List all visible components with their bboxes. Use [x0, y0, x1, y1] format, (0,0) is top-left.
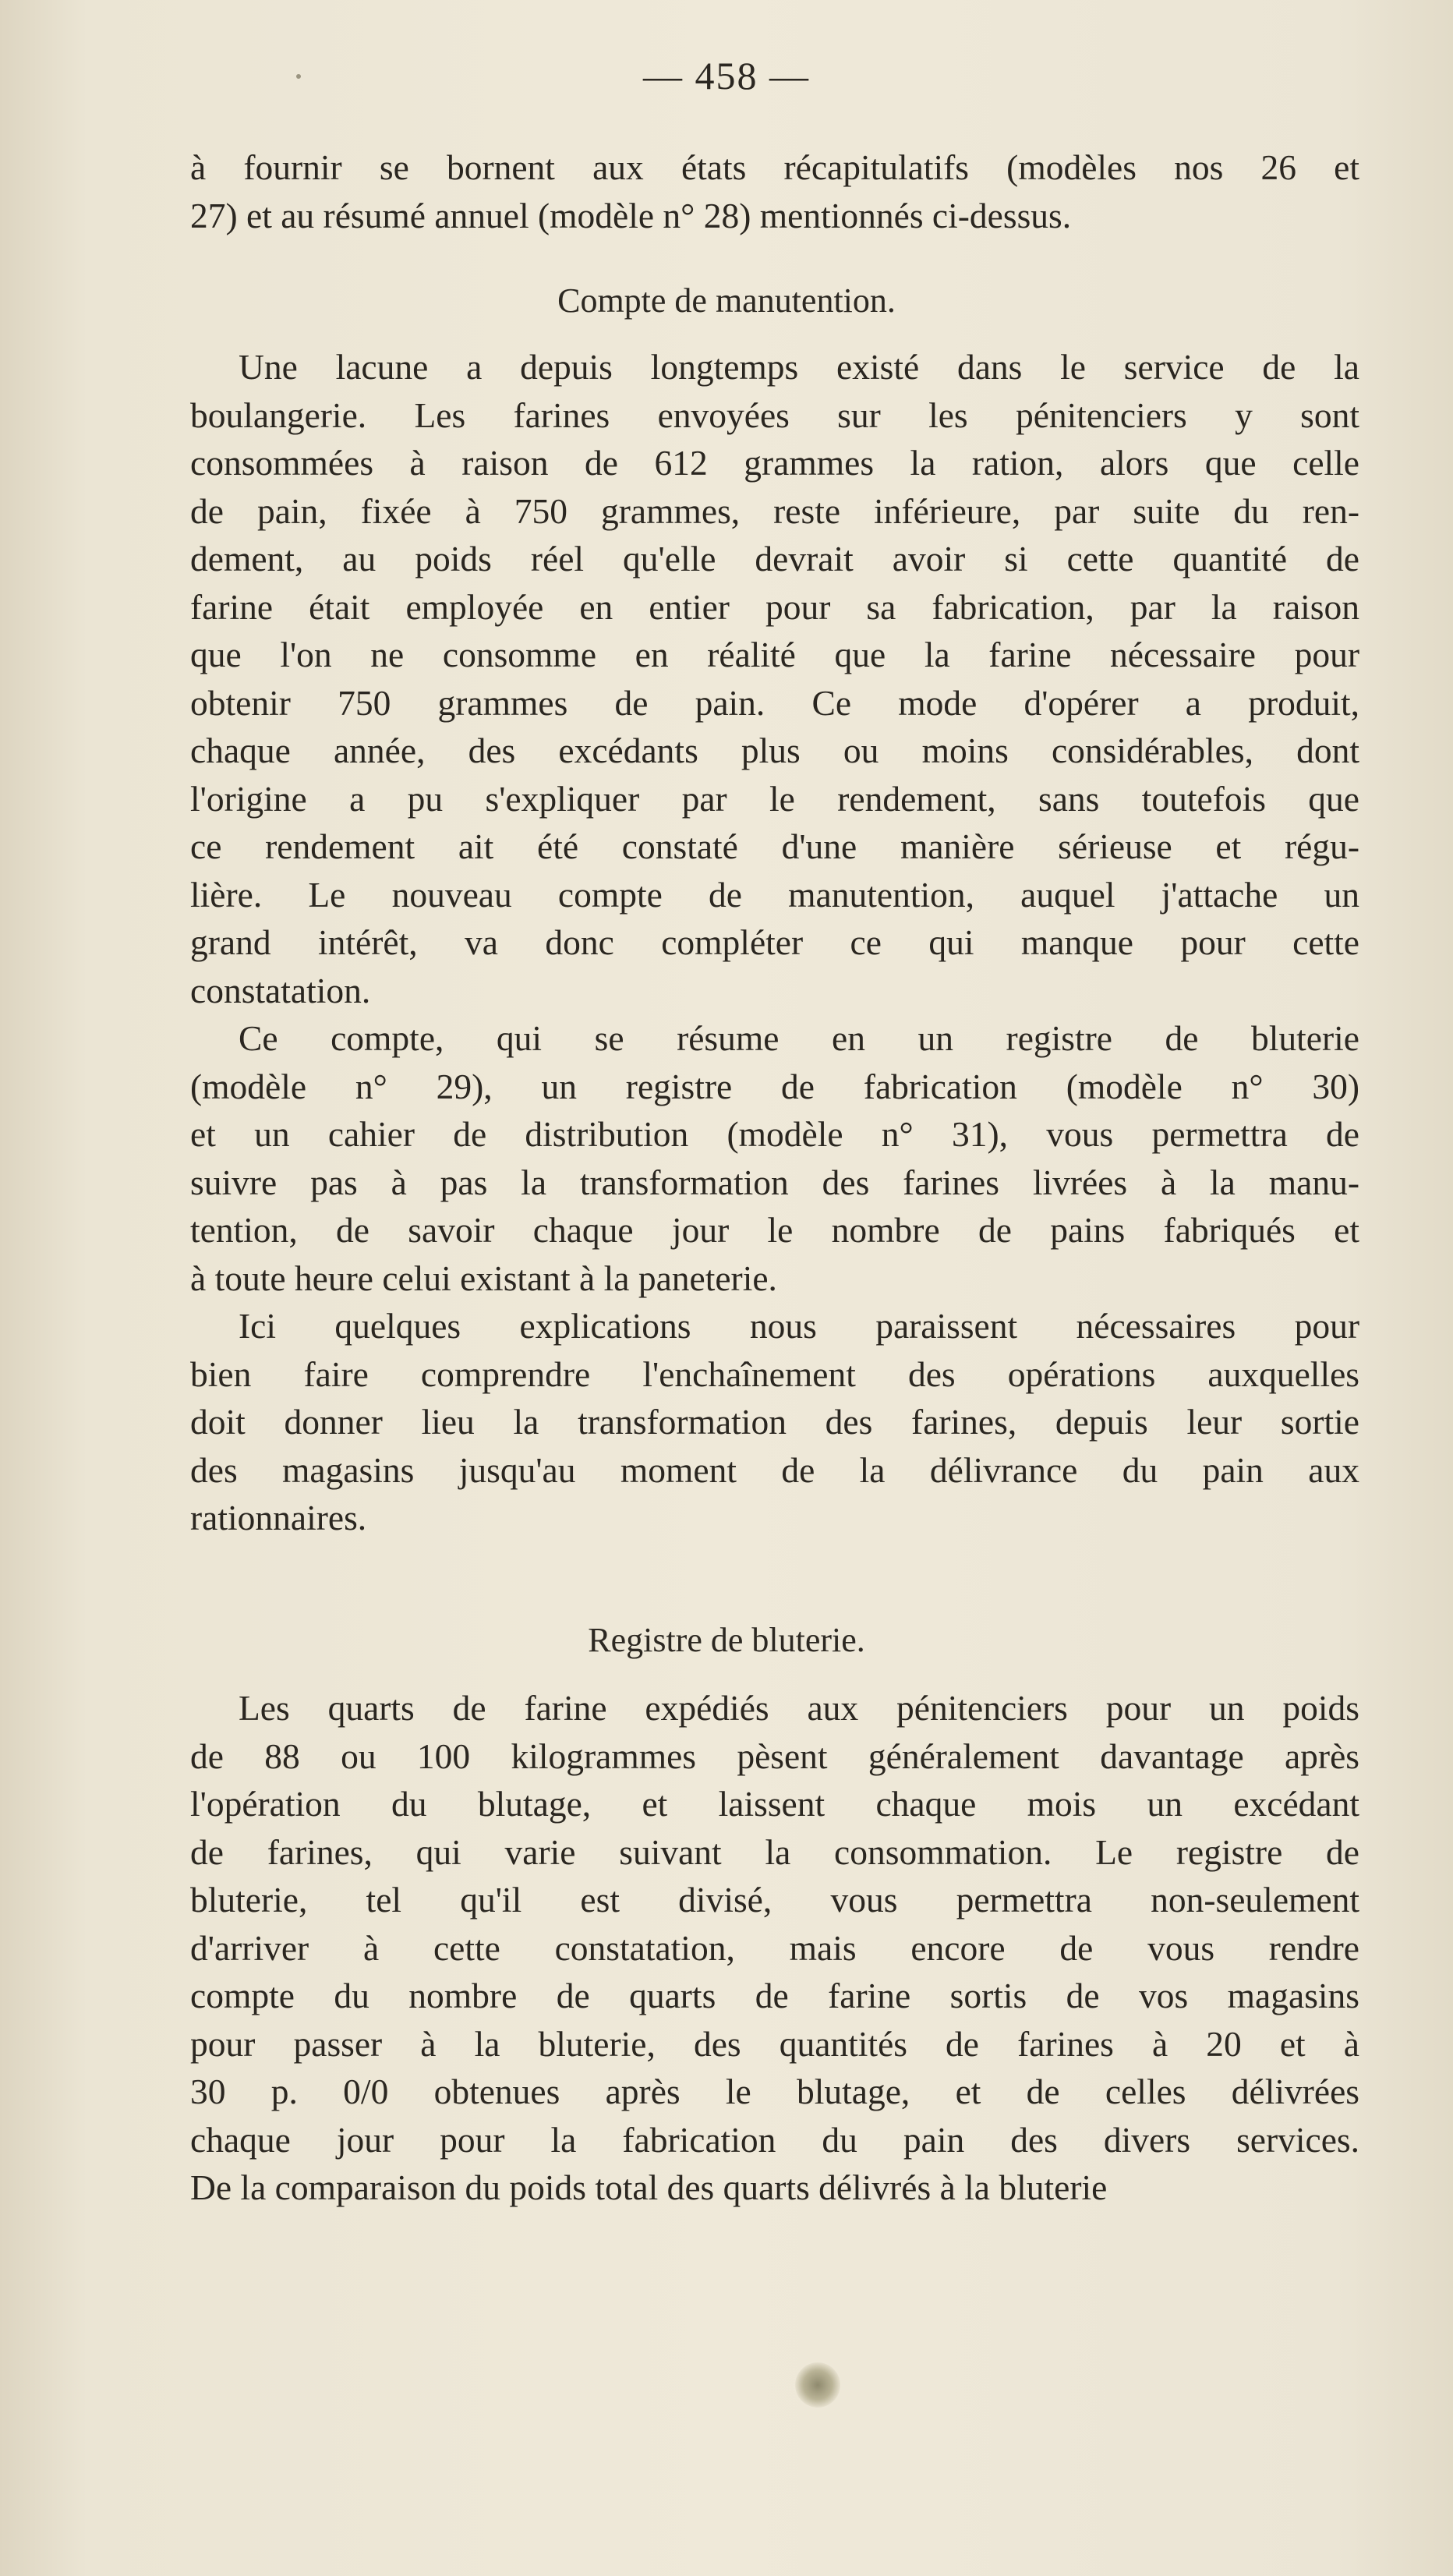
- text-line: ce rendement ait été constaté d'une manière sérieuse et régu-: [190, 826, 1359, 866]
- text-line: Les quarts de farine expédiés aux pénitenciers pour un poids: [239, 1688, 1359, 1728]
- text-line: Une lacune a depuis longtemps existé dans le service de la: [239, 347, 1359, 387]
- text-line: farine était employée en entier pour sa fabrication, par la raison: [190, 586, 1359, 627]
- text-line: doit donner lieu la transformation des farines, depuis leur sortie: [190, 1402, 1359, 1442]
- text-line: De la comparaison du poids total des quarts délivrés à la bluterie: [190, 2167, 1108, 2207]
- text-line: compte du nombre de quarts de farine sortis de vos magasins: [190, 1976, 1359, 2015]
- section-title-compte-manutention: Compte de manutention.: [557, 281, 896, 320]
- text-line: rationnaires.: [190, 1498, 367, 1537]
- text-line: bien faire comprendre l'enchaînement des opérations auxquelles: [190, 1353, 1359, 1394]
- text-line: chaque jour pour la fabrication du pain des divers services.: [190, 2119, 1359, 2160]
- paragraph-quarts: [190, 1684, 1359, 2212]
- paragraph-ici: [190, 1302, 1359, 1542]
- text-line: (modèle n° 29), un registre de fabrication (modèle n° 30): [190, 1066, 1359, 1106]
- paper-stain: [795, 2362, 840, 2408]
- text-line: tention, de savoir chaque jour le nombre de pains fabriqués et: [190, 1210, 1359, 1250]
- text-line: à fournir se bornent aux états récapitulatifs (modèles nos 26 et: [190, 147, 1359, 187]
- text-line: que l'on ne consomme en réalité que la farine nécessaire pour: [190, 635, 1359, 674]
- text-line: 30 p. 0/0 obtenues après le blutage, et de celles délivrées: [190, 2072, 1359, 2111]
- text-line: suivre pas à pas la transformation des farines livrées à la manu-: [190, 1162, 1359, 1202]
- paragraph-lacune: [190, 343, 1359, 1014]
- page-number: — 458 —: [643, 54, 810, 97]
- text-line: obtenir 750 grammes de pain. Ce mode d'opérer a produit,: [190, 682, 1359, 723]
- paragraph-ce-compte: [190, 1014, 1359, 1302]
- text-line: de pain, fixée à 750 grammes, reste inférieure, par suite du ren-: [190, 490, 1359, 531]
- text-line: Ce compte, qui se résume en un registre de bluterie: [239, 1018, 1359, 1058]
- intro-paragraph: [190, 143, 1359, 239]
- text-line: de 88 ou 100 kilogrammes pèsent généralement davantage après: [190, 1736, 1359, 1776]
- section-title-registre-bluterie: Registre de bluterie.: [588, 1621, 865, 1659]
- text-line: lière. Le nouveau compte de manutention, auquel j'attache un: [190, 874, 1359, 915]
- text-line: l'opération du blutage, et laissent chaque mois un excédant: [190, 1784, 1359, 1824]
- text-line: grand intérêt, va donc compléter ce qui manque pour cette: [190, 922, 1359, 962]
- text-line: chaque année, des excédants plus ou moins considérables, dont: [190, 731, 1359, 770]
- text-line: à toute heure celui existant à la paneterie.: [190, 1258, 777, 1298]
- text-line: d'arriver à cette constatation, mais encore de vous rendre: [190, 1927, 1359, 1968]
- text-line: et un cahier de distribution (modèle n° 31), vous permettra de: [190, 1114, 1359, 1154]
- text-line: bluterie, tel qu'il est divisé, vous permettra non-seulement: [190, 1880, 1359, 1920]
- text-line: pour passer à la bluterie, des quantités de farines à 20 et à: [190, 2023, 1359, 2064]
- text-line: l'origine a pu s'expliquer par le rendement, sans toutefois que: [190, 778, 1359, 819]
- text-line: consommées à raison de 612 grammes la ration, alors que celle: [190, 443, 1359, 483]
- text-line: de farines, qui varie suivant la consommation. Le registre de: [190, 1831, 1359, 1872]
- text-line: 27) et au résumé annuel (modèle n° 28) mentionnés ci-dessus.: [190, 195, 1072, 235]
- text-line: dement, au poids réel qu'elle devrait avoir si cette quantité de: [190, 539, 1359, 579]
- text-line: Ici quelques explications nous paraissent nécessaires pour: [239, 1306, 1359, 1346]
- text-line: constatation.: [190, 970, 371, 1010]
- text-line: des magasins jusqu'au moment de la délivrance du pain aux: [190, 1449, 1359, 1490]
- text-line: boulangerie. Les farines envoyées sur les pénitenciers y sont: [190, 395, 1359, 435]
